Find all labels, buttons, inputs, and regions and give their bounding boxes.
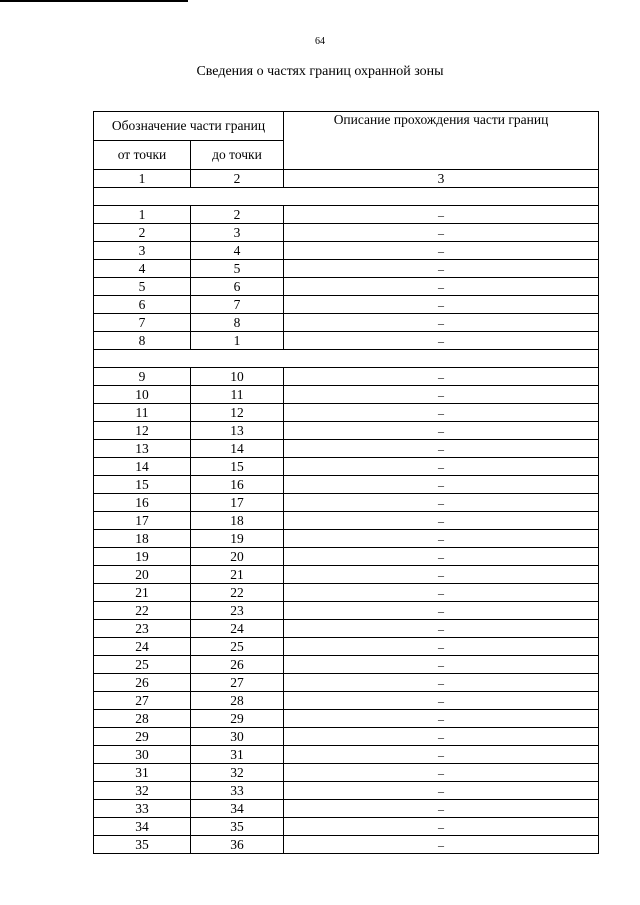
table-row [94,620,599,638]
to-point-cell: 23 [191,602,284,620]
section-separator-cell [94,188,599,206]
from-point-cell: 1 [94,206,191,224]
to-point-cell: 35 [191,818,284,836]
description-cell: – [284,566,599,584]
from-point-cell: 19 [94,548,191,566]
from-point-cell: 31 [94,764,191,782]
table-row [94,530,599,548]
to-point-cell: 27 [191,674,284,692]
to-point-cell: 26 [191,656,284,674]
to-point-cell: 34 [191,800,284,818]
to-point-cell: 21 [191,566,284,584]
from-point-cell: 18 [94,530,191,548]
from-point-cell: 7 [94,314,191,332]
from-point-cell: 8 [94,332,191,350]
from-point-cell: 30 [94,746,191,764]
to-point-cell: 6 [191,278,284,296]
table-row [94,602,599,620]
description-cell: – [284,314,599,332]
description-cell: – [284,296,599,314]
description-cell: – [284,332,599,350]
description-cell: – [284,692,599,710]
table-row [94,422,599,440]
description-cell: – [284,512,599,530]
from-point-cell: 24 [94,638,191,656]
description-cell: – [284,476,599,494]
from-point-cell: 22 [94,602,191,620]
page-number: 64 [315,36,325,47]
description-cell: – [284,746,599,764]
table-row [94,818,599,836]
description-cell: – [284,458,599,476]
table-row [94,674,599,692]
from-point-cell: 33 [94,800,191,818]
description-cell: – [284,224,599,242]
from-point-cell: 35 [94,836,191,854]
description-cell: – [284,764,599,782]
from-point-cell: 6 [94,296,191,314]
from-point-cell: 32 [94,782,191,800]
header-from-point: от точки [94,141,191,170]
table-body [94,188,599,854]
from-point-cell: 13 [94,440,191,458]
to-point-cell: 13 [191,422,284,440]
description-cell: – [284,620,599,638]
column-number-1: 1 [94,170,191,188]
table-row [94,224,599,242]
table-row [94,692,599,710]
header-to-point: до точки [191,141,284,170]
header-boundary-designation: Обозначение части границ [94,112,284,141]
to-point-cell: 11 [191,386,284,404]
to-point-cell: 14 [191,440,284,458]
to-point-cell: 17 [191,494,284,512]
to-point-cell: 1 [191,332,284,350]
description-cell: – [284,440,599,458]
section-separator-row [94,188,599,206]
to-point-cell: 10 [191,368,284,386]
boundary-parts-table [93,111,599,854]
from-point-cell: 17 [94,512,191,530]
from-point-cell: 16 [94,494,191,512]
from-point-cell: 20 [94,566,191,584]
section-separator-cell [94,350,599,368]
description-cell: – [284,368,599,386]
description-cell: – [284,278,599,296]
from-point-cell: 14 [94,458,191,476]
table-row [94,404,599,422]
from-point-cell: 5 [94,278,191,296]
table-row [94,260,599,278]
description-cell: – [284,602,599,620]
to-point-cell: 24 [191,620,284,638]
column-number-2: 2 [191,170,284,188]
table-row [94,638,599,656]
from-point-cell: 9 [94,368,191,386]
table-row [94,296,599,314]
description-cell: – [284,782,599,800]
from-point-cell: 2 [94,224,191,242]
table-row [94,584,599,602]
table-row [94,800,599,818]
table-row [94,368,599,386]
from-point-cell: 15 [94,476,191,494]
to-point-cell: 33 [191,782,284,800]
description-cell: – [284,422,599,440]
description-cell: – [284,836,599,854]
to-point-cell: 30 [191,728,284,746]
to-point-cell: 12 [191,404,284,422]
table-row [94,206,599,224]
description-cell: – [284,638,599,656]
description-cell: – [284,206,599,224]
to-point-cell: 5 [191,260,284,278]
description-cell: – [284,656,599,674]
table-row [94,278,599,296]
table-row [94,242,599,260]
to-point-cell: 3 [191,224,284,242]
to-point-cell: 15 [191,458,284,476]
header-description: Описание прохождения части границ [284,112,599,170]
to-point-cell: 28 [191,692,284,710]
to-point-cell: 31 [191,746,284,764]
to-point-cell: 16 [191,476,284,494]
description-cell: – [284,674,599,692]
to-point-cell: 4 [191,242,284,260]
top-rule [0,0,188,2]
to-point-cell: 8 [191,314,284,332]
to-point-cell: 18 [191,512,284,530]
from-point-cell: 28 [94,710,191,728]
to-point-cell: 20 [191,548,284,566]
from-point-cell: 29 [94,728,191,746]
from-point-cell: 26 [94,674,191,692]
to-point-cell: 19 [191,530,284,548]
description-cell: – [284,404,599,422]
page-title: Сведения о частях границ охранной зоны [196,64,444,79]
table-row [94,764,599,782]
description-cell: – [284,728,599,746]
description-cell: – [284,530,599,548]
from-point-cell: 25 [94,656,191,674]
from-point-cell: 3 [94,242,191,260]
to-point-cell: 32 [191,764,284,782]
to-point-cell: 7 [191,296,284,314]
table-row [94,548,599,566]
table-row [94,494,599,512]
table-row [94,332,599,350]
from-point-cell: 10 [94,386,191,404]
to-point-cell: 36 [191,836,284,854]
table-row [94,746,599,764]
from-point-cell: 23 [94,620,191,638]
description-cell: – [284,260,599,278]
to-point-cell: 2 [191,206,284,224]
table-row [94,458,599,476]
description-cell: – [284,386,599,404]
description-cell: – [284,710,599,728]
table-row [94,656,599,674]
description-cell: – [284,548,599,566]
table-row [94,836,599,854]
from-point-cell: 21 [94,584,191,602]
description-cell: – [284,584,599,602]
description-cell: – [284,818,599,836]
description-cell: – [284,494,599,512]
table-row [94,512,599,530]
table-row [94,440,599,458]
to-point-cell: 25 [191,638,284,656]
description-cell: – [284,800,599,818]
table-row [94,782,599,800]
to-point-cell: 22 [191,584,284,602]
table-row [94,566,599,584]
table-row [94,476,599,494]
table-row [94,314,599,332]
table-row [94,386,599,404]
from-point-cell: 11 [94,404,191,422]
column-number-3: 3 [284,170,599,188]
table-row [94,728,599,746]
to-point-cell: 29 [191,710,284,728]
from-point-cell: 4 [94,260,191,278]
from-point-cell: 34 [94,818,191,836]
table-row [94,710,599,728]
from-point-cell: 12 [94,422,191,440]
description-cell: – [284,242,599,260]
section-separator-row [94,350,599,368]
from-point-cell: 27 [94,692,191,710]
